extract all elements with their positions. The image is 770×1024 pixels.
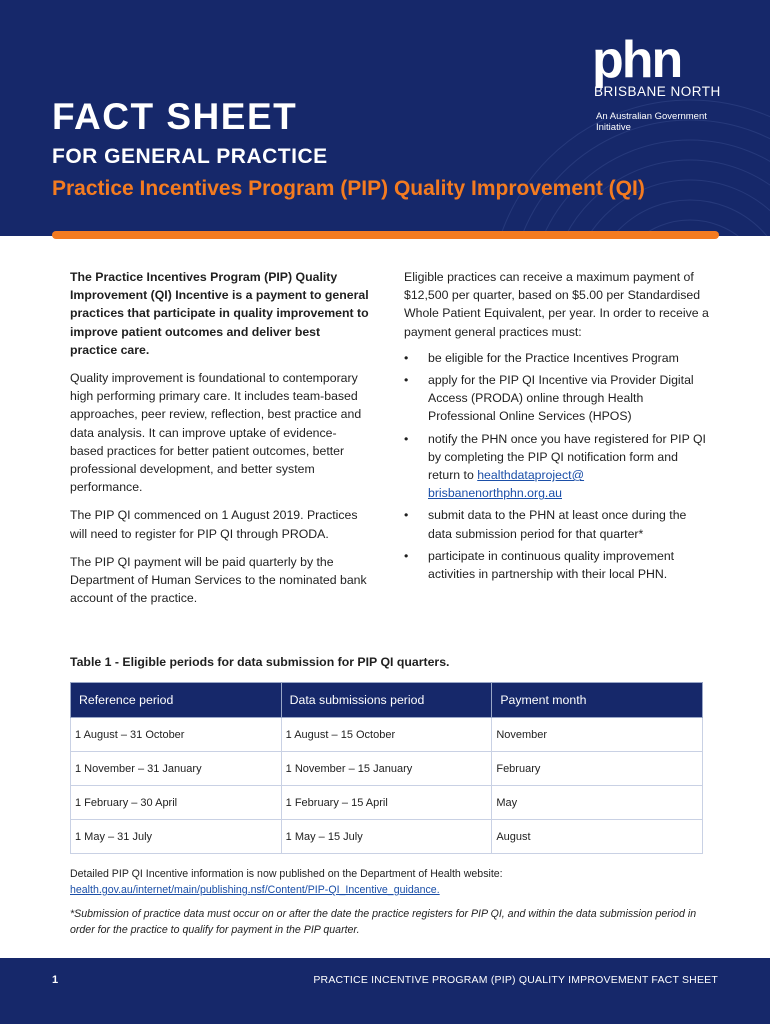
guidance-link[interactable]: health.gov.au/internet/main/publishing.nsf/Content/PIP-QI_Incentive_guidance.	[70, 884, 440, 896]
header-payment-month: Payment month	[492, 683, 703, 718]
logo-government-initiative: An Australian Government Initiative	[596, 111, 707, 133]
right-column	[404, 268, 709, 587]
table-caption: Table 1 - Eligible periods for data submission for PIP QI quarters.	[70, 655, 450, 669]
table-row	[71, 786, 703, 820]
header-data-submissions-period: Data submissions period	[281, 683, 492, 718]
paragraph-commencement: The PIP QI commenced on 1 August 2019. Practices will need to register for PIP QI through PRODA.	[70, 508, 358, 541]
table-row	[71, 718, 703, 752]
footer-banner	[0, 958, 770, 1024]
header-banner	[0, 0, 770, 236]
list-item: • apply for the PIP QI Incentive via Provider Digital Access (PRODA) online through Health Professional Online Services (HPOS)	[404, 371, 709, 426]
footnote: *Submission of practice data must occur on or after the date the practice registers for PIP QI, and within the data submission period in order for the practice to qualify for payment in the PIP quarter.	[70, 908, 697, 936]
cell-payment-month: August	[492, 820, 703, 854]
info-text: Detailed PIP QI Incentive information is now published on the Department of Health website:	[70, 868, 503, 880]
logo-region: BRISBANE NORTH	[594, 84, 721, 99]
cell-submission-period: 1 May – 15 July	[281, 820, 492, 854]
footer-title: PRACTICE INCENTIVE PROGRAM (PIP) QUALITY IMPROVEMENT FACT SHEET	[313, 974, 718, 986]
cell-payment-month: February	[492, 752, 703, 786]
list-item: • submit data to the PHN at least once during the data submission period for that quarter*	[404, 506, 709, 542]
list-item-text: notify the PHN once you have registered for PIP QI by completing the PIP QI notification form and return to	[428, 431, 706, 483]
cell-reference-period: 1 August – 31 October	[71, 718, 282, 752]
cell-reference-period: 1 February – 30 April	[71, 786, 282, 820]
page-number: 1	[52, 974, 59, 986]
email-link[interactable]: healthdataproject@ brisbanenorthphn.org.au	[428, 468, 585, 501]
eligibility-intro: Eligible practices can receive a maximum payment of $12,500 per quarter, based on $5.00 per Standardised Whole Patient Equivalent, per year. In order to receive a payment general practices must:	[404, 270, 709, 339]
cell-submission-period: 1 August – 15 October	[281, 718, 492, 752]
logo-wordmark: phn	[592, 31, 682, 89]
cell-reference-period: 1 November – 31 January	[71, 752, 282, 786]
program-title: Practice Incentives Program (PIP) Quality Improvement (QI)	[52, 177, 645, 200]
phn-logo	[592, 31, 742, 133]
eligible-periods-table	[70, 682, 703, 854]
requirements-list	[404, 349, 709, 583]
page-title: FACT SHEET	[52, 96, 298, 137]
orange-divider	[52, 231, 719, 239]
cell-submission-period: 1 November – 15 January	[281, 752, 492, 786]
cell-payment-month: November	[492, 718, 703, 752]
cell-payment-month: May	[492, 786, 703, 820]
paragraph-quality-improvement: Quality improvement is foundational to contemporary high performing primary care. It includes team-based approaches, peer review, reflection, best practice and data analysis. It can improve uptake of evidence-based practices for better patient outcomes, better professional development, and better system performance.	[70, 371, 362, 495]
table-header-row	[71, 683, 703, 718]
list-item: • participate in continuous quality improvement activities in partnership with their local PHN.	[404, 547, 709, 583]
table-row	[71, 752, 703, 786]
header-reference-period: Reference period	[71, 683, 282, 718]
lead-paragraph: The Practice Incentives Program (PIP) Quality Improvement (QI) Incentive is a payment to general practices that participate in quality improvement to improve patient outcomes and deliver best practice care.	[70, 270, 369, 357]
page-subtitle: FOR GENERAL PRACTICE	[52, 145, 328, 168]
list-item: • be eligible for the Practice Incentives Program	[404, 349, 709, 367]
notes-section	[70, 866, 700, 938]
list-item	[404, 430, 709, 503]
paragraph-payment: The PIP QI payment will be paid quarterly by the Department of Human Services to the nominated bank account of the practice.	[70, 554, 367, 606]
table-row	[71, 820, 703, 854]
left-column	[70, 268, 370, 617]
cell-submission-period: 1 February – 15 April	[281, 786, 492, 820]
cell-reference-period: 1 May – 31 July	[71, 820, 282, 854]
